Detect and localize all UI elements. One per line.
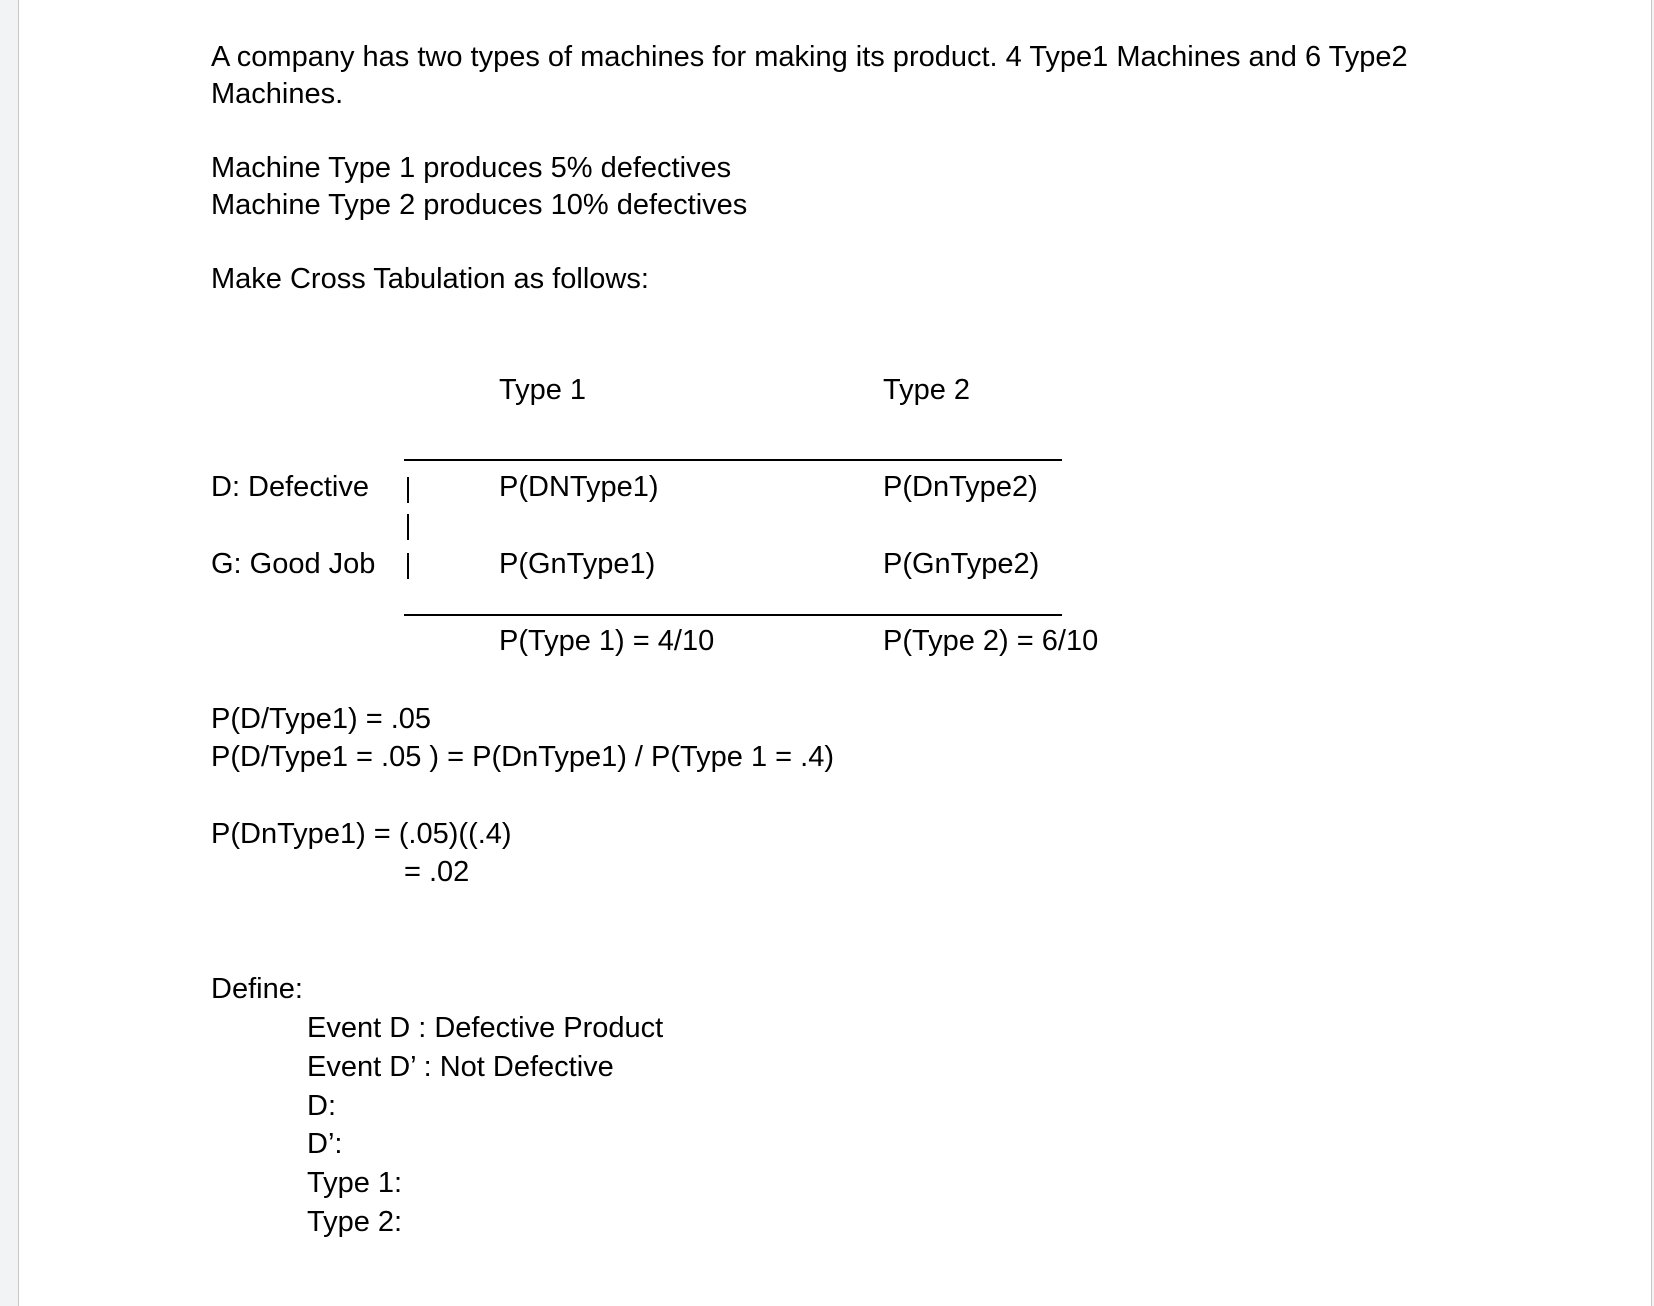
intro-line-2: Machines. <box>211 78 344 110</box>
type1-defect-rate: Machine Type 1 produces 5% defectives <box>211 152 732 184</box>
work-line-1: P(D/Type1) = .05 <box>211 703 432 735</box>
column-header-type2: Type 2 <box>883 374 971 406</box>
cell-defective-type1: P(DNType1) <box>499 471 659 503</box>
intro-line-1: A company has two types of machines for making its product. 4 Type1 Machines and 6 Type2 <box>211 41 1408 73</box>
row-divider-3 <box>407 553 409 579</box>
total-type1: P(Type 1) = 4/10 <box>499 625 715 657</box>
column-header-type1: Type 1 <box>499 374 587 406</box>
define-type2: Type 2: <box>307 1206 403 1238</box>
row-label-defective: D: Defective <box>211 471 369 503</box>
define-event-d: Event D : Defective Product <box>307 1012 664 1044</box>
cell-good-type2: P(GnType2) <box>883 548 1040 580</box>
define-d: D: <box>307 1090 336 1122</box>
row-divider-1 <box>407 477 409 503</box>
row-divider-2 <box>407 514 409 540</box>
work-line-4: = .02 <box>404 856 470 888</box>
instruction: Make Cross Tabulation as follows: <box>211 263 649 295</box>
document-page <box>18 0 1652 1306</box>
define-label: Define: <box>211 973 303 1005</box>
define-event-d-prime: Event D’ : Not Defective <box>307 1051 614 1083</box>
cell-defective-type2: P(DnType2) <box>883 471 1038 503</box>
define-d-prime: D’: <box>307 1128 343 1160</box>
table-bottom-rule <box>404 614 1062 616</box>
type2-defect-rate: Machine Type 2 produces 10% defectives <box>211 189 748 221</box>
define-type1: Type 1: <box>307 1167 403 1199</box>
work-line-2: P(D/Type1 = .05 ) = P(DnType1) / P(Type 1 = .4) <box>211 741 834 773</box>
work-line-3: P(DnType1) = (.05)((.4) <box>211 818 512 850</box>
total-type2: P(Type 2) = 6/10 <box>883 625 1099 657</box>
table-top-rule <box>404 459 1062 461</box>
cell-good-type1: P(GnType1) <box>499 548 656 580</box>
row-label-good: G: Good Job <box>211 548 376 580</box>
